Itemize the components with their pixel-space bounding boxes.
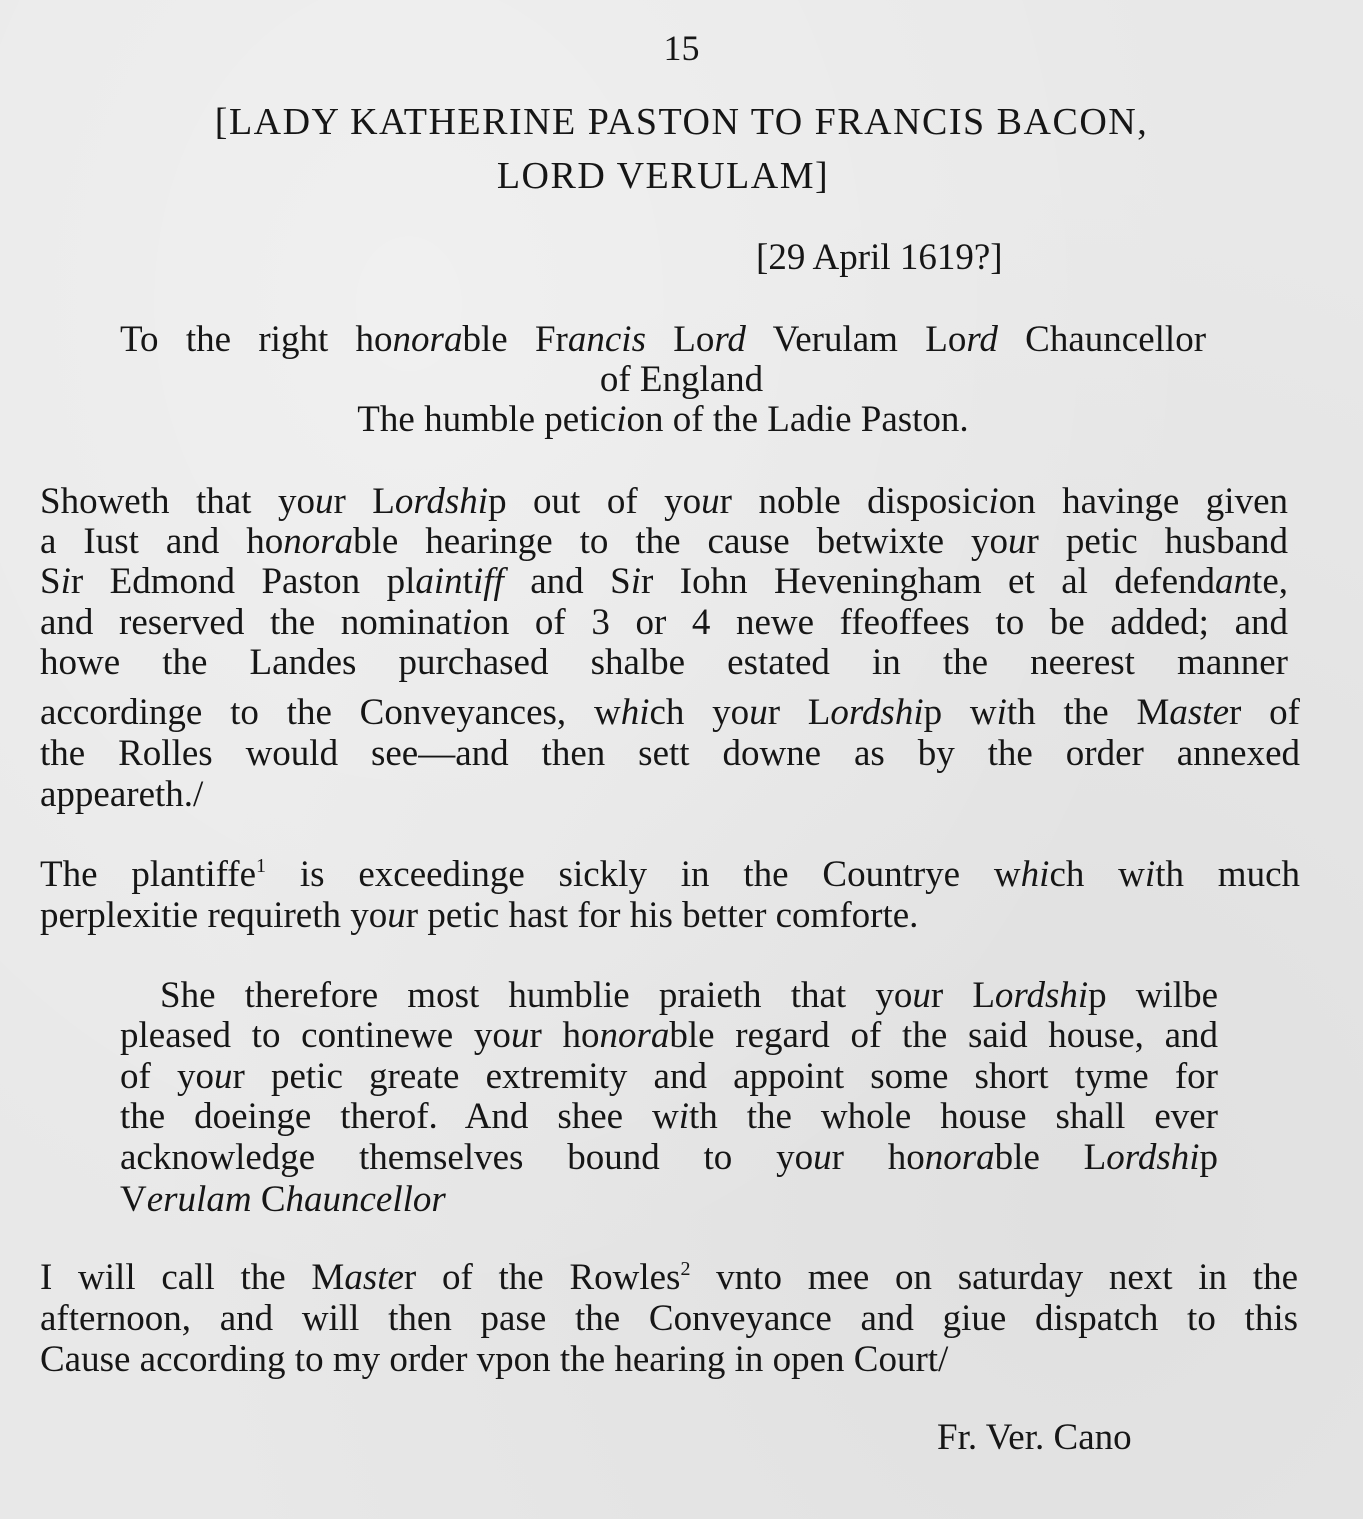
expanded-abbreviation: nora [283,521,354,562]
text-run: r of [1229,692,1300,733]
text-run: r L [767,692,831,733]
text-run: the doeinge therof. And shee w [120,1096,679,1137]
expanded-abbreviation: ordshi [1106,1137,1200,1178]
text-run: te, [1252,561,1288,602]
expanded-abbreviation: rd [966,319,998,360]
expanded-abbreviation: u [813,1137,832,1178]
expanded-abbreviation: ordshi [830,692,924,733]
expanded-abbreviation: hauncellor [285,1179,446,1220]
page-number: 15 [663,28,700,68]
text-run: a Iust and ho [40,521,284,562]
text-run: r Edmond Paston pl [70,561,416,602]
text-run: V [120,1179,147,1220]
text-run: r petic greate extremity and appoint some short tyme for [232,1056,1218,1097]
expanded-abbreviation: i [988,481,999,522]
address-line [0,400,1326,440]
text-run: of yo [120,1056,214,1097]
expanded-abbreviation: an [1215,561,1253,602]
heading-line-2: LORD VERULAM] [496,155,830,197]
body-line [40,1299,1298,1339]
text-run: ble Fr [462,319,568,360]
expanded-abbreviation: u [214,1056,233,1097]
text-run: r of the Rowles [403,1257,681,1298]
text-run: ch w [1049,854,1145,895]
expanded-abbreviation: u [749,692,768,733]
text-run: C [251,1179,286,1220]
expanded-abbreviation: i [996,692,1007,733]
expanded-abbreviation: hi [1020,854,1050,895]
address-line [120,320,1206,360]
text-run: of England [599,359,764,400]
text-run: ble regard of the said house, and [669,1015,1219,1056]
text-run: on havinge given [998,481,1288,522]
text-run: r petic hast for his better comforte. [405,895,919,936]
text-run: howe the Landes purchased shalbe estated in the neerest manner [40,642,1288,683]
expanded-abbreviation: i [678,1096,690,1137]
text-run: vnto mee on saturday next in the [690,1257,1298,1298]
expanded-abbreviation: u [912,975,931,1016]
text-run: The plantiffe [40,854,257,895]
body-line [160,976,1218,1016]
body-line [40,482,1288,522]
text-run: p [1199,1137,1219,1178]
text-run: S [40,561,61,602]
text-run: perplexitie requireth yo [40,895,388,936]
expanded-abbreviation: ordshi [394,481,489,522]
text-run: Cause according to my order vpon the hearing in open Court/ [40,1339,949,1380]
body-line [40,775,203,815]
text-run: Verulam Lo [745,319,967,360]
body-line [120,1016,1218,1056]
body-line [40,855,1300,895]
body-line [40,603,1288,643]
text-run: accordinge to the Conveyances, w [40,692,621,733]
body-line [40,1258,1298,1298]
body-line [40,522,1288,562]
body-line [40,896,918,936]
text-run: The humble petic [357,399,617,440]
text-run: r noble disposic [719,481,989,522]
text-run: r ho [831,1137,925,1178]
expanded-abbreviation: aste [344,1257,404,1298]
text-run: is exceedinge sickly in the Countrye w [266,854,1021,895]
expanded-abbreviation: i [462,602,473,643]
expanded-abbreviation: rd [714,319,746,360]
text-run: ch yo [649,692,750,733]
text-run: r Iohn Heveningham et al defend [641,561,1216,602]
expanded-abbreviation: erulam [146,1179,252,1220]
body-line [40,1340,948,1380]
text-run: I will call the M [40,1257,345,1298]
text-run: on of the Ladie Paston. [626,399,969,440]
text-run: She therefore most humblie praieth that yo [160,975,913,1016]
text-run: To the right ho [120,319,393,360]
expanded-abbreviation: i [616,399,627,440]
text-run: acknowledge themselves bound to yo [120,1137,814,1178]
text-run: on of 3 or 4 newe ffeoffees to be added; and [472,602,1288,643]
expanded-abbreviation: i [60,561,71,602]
text-run: the Rolles would see—and then sett downe as by the order annexed [40,733,1300,774]
address-line [0,360,1363,400]
body-line [120,1138,1218,1178]
body-line [120,1097,1218,1137]
text-run: p wilbe [1088,975,1218,1016]
text-run: ble hearinge to the cause betwixte yo [353,521,1009,562]
text-run: appeareth./ [40,774,204,815]
text-run: r ho [529,1015,600,1056]
text-run: th the whole house shall ever [689,1096,1218,1137]
date-line: [29 April 1619?] [756,237,1003,278]
text-run: Showeth that yo [40,481,315,522]
expanded-abbreviation: u [387,895,406,936]
expanded-abbreviation: nora [392,319,463,360]
text-run: th much [1155,854,1300,895]
text-run: afternoon, and will then pase the Conveyance and giue dispatch to this [40,1298,1298,1339]
text-run: t [462,561,473,602]
footnote-marker: 1 [256,855,267,877]
expanded-abbreviation: u [701,481,720,522]
expanded-abbreviation: ordshi [994,975,1089,1016]
text-run: th the M [1006,692,1170,733]
text-run: Lo [645,319,715,360]
expanded-abbreviation: hi [620,692,650,733]
expanded-abbreviation: nora [599,1015,670,1056]
body-line [40,734,1300,774]
text-run: r L [930,975,995,1016]
expanded-abbreviation: u [314,481,334,522]
body-line [40,562,1288,602]
body-line [120,1180,446,1220]
text-run: Chauncellor [997,319,1207,360]
text-run: and S [503,561,631,602]
text-run: p w [923,692,997,733]
footnote-marker: 2 [680,1258,691,1280]
expanded-abbreviation: nora [924,1137,995,1178]
body-line [40,643,1288,683]
text-run: r petic husband [1026,521,1288,562]
expanded-abbreviation: i [630,561,641,602]
text-run: and reserved the nominat [40,602,463,643]
body-line [40,693,1300,733]
signature: Fr. Ver. Cano [937,1417,1132,1458]
expanded-abbreviation: iff [472,561,504,602]
expanded-abbreviation: i [1144,854,1156,895]
expanded-abbreviation: ancis [567,319,646,360]
text-run: ble L [994,1137,1107,1178]
expanded-abbreviation: aste [1169,692,1229,733]
expanded-abbreviation: u [510,1015,530,1056]
heading-line-1: [LADY KATHERINE PASTON TO FRANCIS BACON, [214,101,1149,143]
text-run: pleased to continewe yo [120,1015,511,1056]
expanded-abbreviation: ain [415,561,463,602]
expanded-abbreviation: u [1008,521,1027,562]
body-line [120,1057,1218,1097]
text-run: r L [333,481,395,522]
text-run: p out of yo [488,481,702,522]
